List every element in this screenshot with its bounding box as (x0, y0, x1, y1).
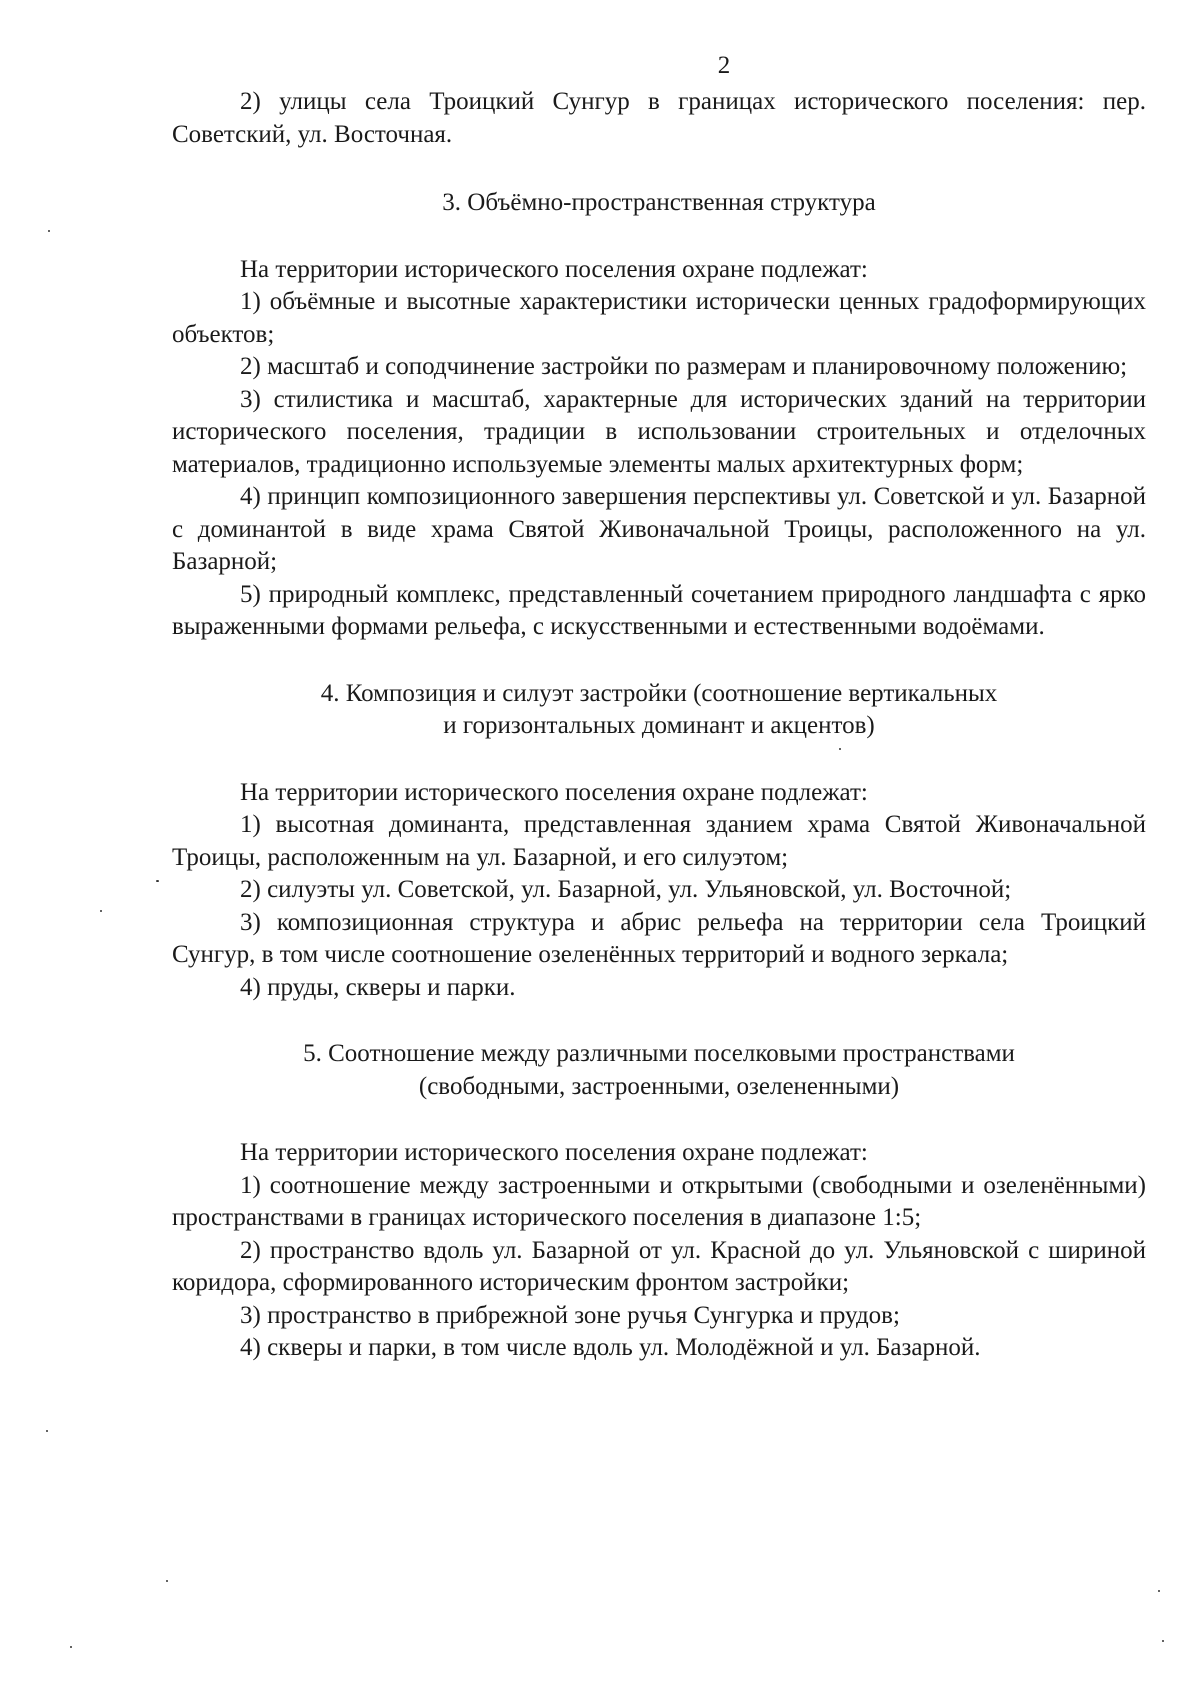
scan-speck (839, 748, 841, 750)
section-3-intro: На территории исторического поселения охране подлежат: (240, 255, 868, 283)
section-4-heading (172, 678, 1146, 743)
page-number: 2 (717, 52, 731, 79)
section-3-item-1: 1) объёмные и высотные характеристики исторически ценных градоформирующих объектов; (172, 288, 1146, 348)
section-5-item-4: 4) скверы и парки, в том числе вдоль ул. Молодёжной и ул. Базарной. (240, 1334, 981, 1361)
scan-speck (1158, 1590, 1160, 1592)
section-heading-line: 3. Объёмно-пространственная структура (442, 189, 876, 216)
section-4-item-4: 4) пруды, скверы и парки. (240, 973, 516, 1001)
section-3-item-2: 2) масштаб и соподчинение застройки по размерам и планировочному положению; (240, 353, 1128, 380)
section-5-item-3: 3) пространство в прибрежной зоне ручья Сунгурка и прудов; (240, 1301, 900, 1329)
section-4-item-3: 3) композиционная структура и абрис рельефа на территории села Троицкий Сунгур, в том числе соотношение озеленённых территорий и водного зеркала; (172, 908, 1146, 968)
scan-speck (70, 1646, 72, 1648)
scan-speck (166, 1580, 168, 1582)
section-3-item-3: 3) стилистика и масштаб, характерные для исторических зданий на территории исторического поселения, традиции в использовании строительных и отделочных материалов, традиционно используемые элементы малых архитектурных форм; (172, 385, 1146, 478)
intro-line-2: пер. Советский, ул. Восточная. (172, 88, 1147, 148)
scan-speck (48, 230, 50, 232)
section-5-heading (172, 1038, 1146, 1103)
scan-speck (100, 910, 102, 912)
section-4-intro: На территории исторического поселения охране подлежат: (240, 778, 868, 806)
intro-line-1: 2) улицы села Троицкий Сунгур в границах исторического поселения: (240, 88, 1085, 115)
intro-paragraph (172, 86, 1146, 151)
scan-speck (1162, 1640, 1164, 1642)
section-3-item-5: 5) природный комплекс, представленный сочетанием природного ландшафта с ярко выраженными формами рельефа, с искусственными и естественными водоёмами. (172, 580, 1146, 640)
section-heading-line: 4. Композиция и силуэт застройки (соотношение вертикальных (320, 679, 998, 707)
section-5-item-1: 1) соотношение между застроенными и открытыми (свободными и озеленёнными) пространствами в границах исторического поселения в диапазоне 1:5; (172, 1171, 1146, 1231)
scan-speck (156, 880, 159, 882)
section-4-item-1: 1) высотная доминанта, представленная зданием храма Святой Живоначальной Троицы, расположенным на ул. Базарной, и его силуэтом; (172, 811, 1146, 871)
section-heading-line: и горизонтальных доминант и акцентов) (443, 712, 875, 739)
scan-speck (46, 1430, 48, 1432)
section-3-item-4: 4) принцип композиционного завершения перспективы ул. Советской и ул. Базарной с доминантой в виде храма Святой Живоначальной Троицы, расположенного на ул. Базарной; (172, 483, 1146, 575)
section-heading-line: (свободными, застроенными, озелененными) (418, 1072, 900, 1100)
section-5-intro: На территории исторического поселения охране подлежат: (240, 1139, 868, 1166)
document-content (172, 50, 1146, 1365)
section-heading-line: 5. Соотношение между различными поселковыми пространствами (303, 1040, 1015, 1067)
section-3-heading (172, 187, 1146, 220)
section-5-item-2: 2) пространство вдоль ул. Базарной от ул. Красной до ул. Ульяновской с шириной коридора, сформированного историческим фронтом застройки; (172, 1236, 1146, 1296)
section-4-item-2: 2) силуэты ул. Советской, ул. Базарной, ул. Ульяновской, ул. Восточной; (240, 876, 1012, 903)
